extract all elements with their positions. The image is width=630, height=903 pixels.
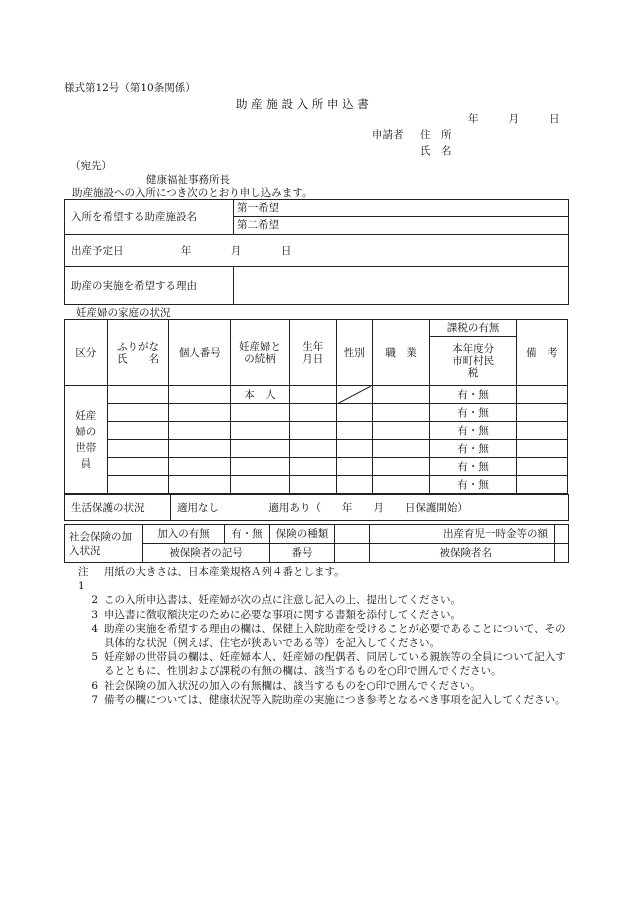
note-text: 備考の欄については、健康状況等入院助産の実施につき参考となるべき事項を記入してください。 <box>104 693 566 706</box>
header-category: 区分 <box>65 320 108 386</box>
cell-id[interactable] <box>169 386 231 404</box>
welfare-none-option[interactable]: 適用なし <box>177 501 219 514</box>
note-item <box>70 608 570 622</box>
header-id-number: 個人番号 <box>169 320 231 386</box>
welfare-applied-option[interactable]: 適用あり（ 年 月 日保護開始） <box>268 501 468 514</box>
reason-label: 助産の実施を希望する理由 <box>65 267 234 305</box>
cell-birth[interactable] <box>289 476 336 494</box>
cell-birth[interactable] <box>289 404 336 422</box>
insurance-symbol-label: 被保険者の記号 <box>143 544 270 563</box>
cell-occupation[interactable] <box>372 386 430 404</box>
cell-sex[interactable] <box>336 458 372 476</box>
cell-remarks[interactable] <box>516 386 567 404</box>
cell-birth[interactable] <box>289 422 336 440</box>
cell-remarks[interactable] <box>516 422 567 440</box>
intro-text: 助産施設への入所につき次のとおり申し込みます。 <box>72 187 313 199</box>
cell-name[interactable] <box>107 458 169 476</box>
note-number: 2 <box>91 594 98 607</box>
cell-id[interactable] <box>169 440 231 458</box>
cell-sex[interactable] <box>336 422 372 440</box>
cell-relation[interactable] <box>231 404 290 422</box>
cell-remarks[interactable] <box>516 458 567 476</box>
insurance-holder-field[interactable] <box>555 544 569 563</box>
header-remarks: 備 考 <box>516 320 567 386</box>
household-table <box>64 319 568 494</box>
cell-name[interactable] <box>107 404 169 422</box>
note-text: この入所申込書は、妊産婦が次の点に注意し記入の上、提出してください。 <box>104 594 461 607</box>
insurance-kind-field[interactable] <box>335 525 370 544</box>
header-relation: 妊産婦との続柄 <box>231 320 290 386</box>
reason-field[interactable] <box>234 267 569 305</box>
cell-name[interactable] <box>107 476 169 494</box>
tax-choice[interactable]: 有・無 <box>430 386 516 404</box>
insurance-kind-label: 保険の種類 <box>270 525 335 544</box>
insurance-label: 社会保険の加入状況 <box>65 525 143 563</box>
lump-sum-label: 出産育児一時金等の額 <box>370 525 555 544</box>
note-number: 7 <box>91 693 98 706</box>
household-group-label: 妊産婦の世帯員 <box>65 386 108 494</box>
insurance-holder-label: 被保険者名 <box>370 544 555 563</box>
household-caption: 妊産婦の家庭の状況 <box>76 307 171 319</box>
insurance-joined-choice[interactable]: 有・無 <box>225 525 270 544</box>
note-item <box>70 693 570 707</box>
cell-id[interactable] <box>169 476 231 494</box>
facility-label: 入所を希望する助産施設名 <box>65 200 234 235</box>
header-name-label: 氏 名 <box>117 352 160 365</box>
lump-sum-field[interactable] <box>555 525 569 544</box>
cell-name[interactable] <box>107 440 169 458</box>
note-text: 助産の実施を希望する理由の欄は、保健上入院助産を受けることが必要であることについて、その具体的な状況（例えば、住宅が狭あいである等）を記入してください。 <box>104 622 566 650</box>
note-item <box>70 593 570 607</box>
note-item <box>70 650 570 678</box>
page-title: 助 産 施 設 入 所 申 込 書 <box>236 97 369 111</box>
header-tax-sub: 本年度分市町村民税 <box>430 337 516 386</box>
application-table <box>64 199 569 305</box>
applicant-name-label: 氏 名 <box>420 145 452 157</box>
cell-sex[interactable] <box>336 440 372 458</box>
cell-relation[interactable] <box>231 476 290 494</box>
note-text: 用紙の大きさは、日本産業規格Ａ列４番とします。 <box>104 566 345 578</box>
cell-id[interactable] <box>169 422 231 440</box>
welfare-table <box>64 494 569 521</box>
cell-name[interactable] <box>107 386 169 404</box>
insurance-joined-label: 加入の有無 <box>143 525 225 544</box>
insurance-table <box>64 524 569 563</box>
header-birth: 生年月日 <box>289 320 336 386</box>
tax-choice[interactable]: 有・無 <box>430 458 516 476</box>
header-tax: 課税の有無 <box>430 320 516 337</box>
applicant-label: 申請者 <box>372 129 404 141</box>
note-number: 注 1 <box>78 566 89 593</box>
cell-name[interactable] <box>107 422 169 440</box>
applicant-address-label: 住 所 <box>420 129 452 141</box>
insurance-number-label: 番号 <box>270 544 335 563</box>
form-number: 様式第12号（第10条関係） <box>64 82 196 94</box>
diagonal-line <box>337 386 371 404</box>
insurance-number-field[interactable] <box>335 544 370 563</box>
cell-remarks[interactable] <box>516 404 567 422</box>
due-date-value[interactable]: 年 月 日 <box>180 244 294 257</box>
notes-section <box>70 565 570 707</box>
welfare-label: 生活保護の状況 <box>65 495 171 521</box>
date-line[interactable]: 年 月 日 <box>468 113 563 125</box>
note-text: 申込書に徴収額決定のために必要な事項に関する書類を添付してください。 <box>104 608 461 621</box>
facility-first-choice[interactable]: 第一希望 <box>234 200 568 217</box>
self-relation: 本 人 <box>231 386 290 404</box>
header-occupation: 職 業 <box>372 320 430 386</box>
cell-remarks[interactable] <box>516 440 567 458</box>
cell-birth[interactable] <box>289 458 336 476</box>
due-date-label: 出産予定日 <box>71 244 124 257</box>
cell-remarks[interactable] <box>516 476 567 494</box>
facility-second-choice[interactable]: 第二希望 <box>237 219 279 231</box>
cell-relation[interactable] <box>231 458 290 476</box>
note-number: 5 <box>91 651 98 664</box>
note-number: 3 <box>91 608 98 621</box>
note-text: 社会保険の加入状況の加入の有無欄は、該当するものを○印で囲んでください。 <box>104 679 481 692</box>
note-item <box>70 679 570 693</box>
header-sex: 性別 <box>336 320 372 386</box>
cell-sex[interactable] <box>336 476 372 494</box>
cell-relation[interactable] <box>231 440 290 458</box>
addressee-name: 健康福祉事務所長 <box>146 174 230 186</box>
note-number: 6 <box>91 679 98 692</box>
note-item <box>70 565 570 593</box>
cell-birth[interactable] <box>289 440 336 458</box>
cell-occupation[interactable] <box>372 440 430 458</box>
cell-sex[interactable] <box>336 404 372 422</box>
cell-occupation[interactable] <box>372 476 430 494</box>
note-number: 4 <box>91 622 98 635</box>
tax-choice[interactable]: 有・無 <box>430 440 516 458</box>
cell-occupation[interactable] <box>372 422 430 440</box>
tax-choice[interactable]: 有・無 <box>430 422 516 440</box>
note-item <box>70 622 570 650</box>
header-name <box>107 320 169 386</box>
header-furigana: ふりがな <box>117 340 160 353</box>
cell-relation[interactable] <box>231 422 290 440</box>
cell-id[interactable] <box>169 458 231 476</box>
cell-id[interactable] <box>169 404 231 422</box>
cell-occupation[interactable] <box>372 458 430 476</box>
tax-choice[interactable]: 有・無 <box>430 404 516 422</box>
addressee-prefix: （宛先） <box>70 160 112 172</box>
cell-occupation[interactable] <box>372 404 430 422</box>
tax-choice[interactable]: 有・無 <box>430 476 516 494</box>
note-text: 妊産婦の世帯員の欄は、妊産婦本人、妊産婦の配偶者、同居している親族等の全員について記入するとともに、性別および課税の有無の欄は、該当するものを○印で囲んでください。 <box>104 651 566 678</box>
cell-birth[interactable] <box>289 386 336 404</box>
sex-diagonal-cell <box>336 386 372 404</box>
